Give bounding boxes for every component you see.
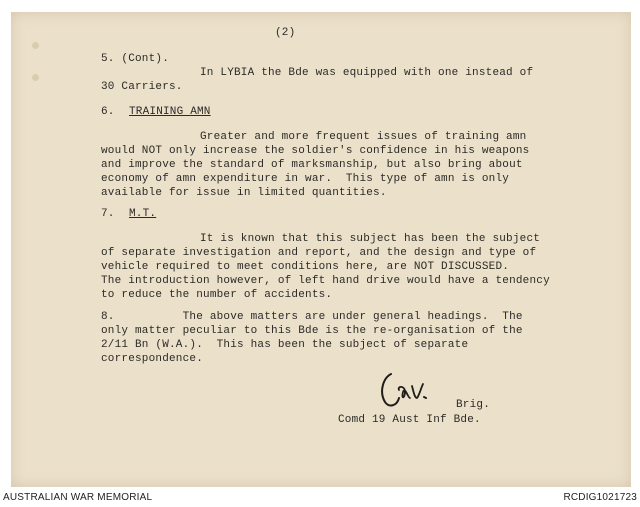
para6-line: and improve the standard of marksmanship, but also bring about	[101, 159, 523, 171]
para5-line: In LYBIA the Bde was equipped with one instead of	[200, 67, 534, 79]
footer-reference: RCDIG1021723	[563, 492, 637, 503]
para5-heading: 5. (Cont).	[101, 53, 170, 65]
para6-line: Greater and more frequent issues of training amn	[200, 131, 527, 143]
para7-line: to reduce the number of accidents.	[101, 289, 333, 301]
para5-line: 30 Carriers.	[101, 81, 183, 93]
para6-title: TRAINING AMN	[129, 106, 211, 118]
para7-line: of separate investigation and report, and the design and type of	[101, 247, 537, 259]
para8-line: correspondence.	[101, 353, 204, 365]
para7-line: vehicle required to meet conditions here, are NOT DISCUSSED.	[101, 261, 510, 273]
para8-line: only matter peculiar to this Bde is the re-organisation of the	[101, 325, 523, 337]
para6-number: 6.	[101, 106, 115, 118]
para6-line: available for issue in limited quantities.	[101, 187, 387, 199]
para7-number: 7.	[101, 208, 115, 220]
para7-line: The introduction however, of left hand drive would have a tendency	[101, 275, 550, 287]
para6-line: would NOT only increase the soldier's confidence in his weapons	[101, 145, 530, 157]
para7-line: It is known that this subject has been the subject	[200, 233, 541, 245]
punch-hole	[32, 42, 39, 49]
handwritten-signature	[377, 368, 437, 413]
signature-title: Comd 19 Aust Inf Bde.	[338, 414, 481, 426]
page-number: (2)	[275, 27, 296, 39]
para8-line: 2/11 Bn (W.A.). This has been the subject of separate	[101, 339, 469, 351]
signature-rank: Brig.	[456, 399, 491, 411]
footer-institution: AUSTRALIAN WAR MEMORIAL	[3, 492, 153, 503]
para6-line: economy of amn expenditure in war. This type of amn is only	[101, 173, 510, 185]
punch-hole	[32, 74, 39, 81]
para7-title: M.T.	[129, 208, 157, 220]
para8-line: 8. The above matters are under general headings. The	[101, 311, 523, 323]
